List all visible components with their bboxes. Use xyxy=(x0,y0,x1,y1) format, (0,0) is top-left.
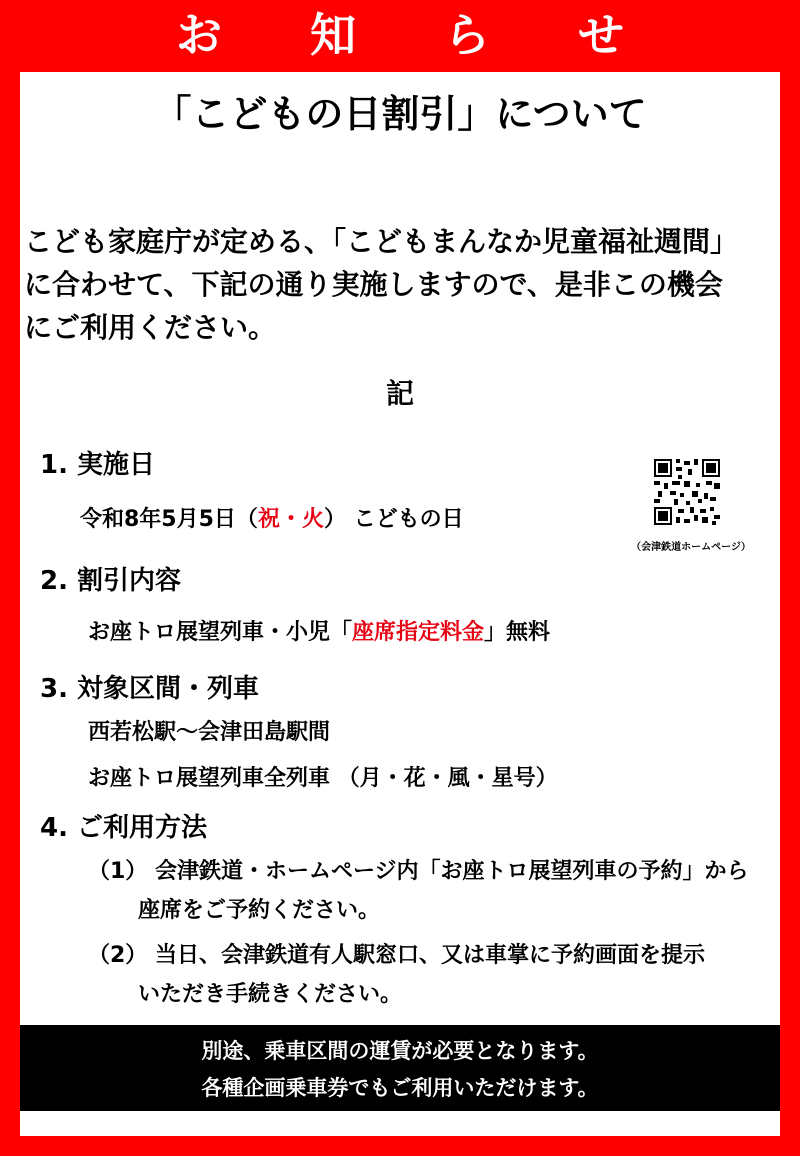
section-4-heading: 4. ご利用方法 xyxy=(40,813,208,843)
date-prefix: 令和8年5月5日（ xyxy=(80,507,258,532)
discount-suffix: 」無料 xyxy=(484,620,551,645)
header-title: お 知 ら せ xyxy=(175,8,661,62)
section-3-line-1: 西若松駅～会津田島駅間 xyxy=(88,720,331,745)
section-2-content xyxy=(88,615,550,646)
intro-paragraph xyxy=(24,220,776,349)
qr-caption: （会津鉄道ホームページ） xyxy=(631,542,751,553)
date-holiday: 祝・火 xyxy=(257,507,324,532)
notice-body xyxy=(20,72,780,1136)
section-3-heading: 3. 対象区間・列車 xyxy=(40,674,260,704)
usage-item-1-line-2: 座席をご予約ください。 xyxy=(138,898,381,923)
section-1-heading: 1. 実施日 xyxy=(40,450,156,480)
ki-heading: 記 xyxy=(385,377,414,410)
discount-item: 座席指定料金 xyxy=(352,620,485,645)
footer-line-1: 別途、乗車区間の運賃が必要となります。 xyxy=(201,1039,599,1063)
usage-item-2-line-1: （2） 当日、会津鉄道有人駅窓口、又は車掌に予約画面を提示 xyxy=(88,943,705,968)
footer-banner xyxy=(20,1025,780,1111)
intro-line: こども家庭庁が定める、「こどもまんなか児童福祉週間」 xyxy=(24,225,739,258)
section-2-heading: 2. 割引内容 xyxy=(40,566,182,596)
notice-subtitle: 「こどもの日割引」について xyxy=(153,92,647,136)
usage-item-2-line-2: いただき手続きください。 xyxy=(138,982,403,1007)
discount-prefix: お座トロ展望列車・小児「 xyxy=(88,620,353,645)
section-3-line-2: お座トロ展望列車全列車 （月・花・風・星号） xyxy=(88,766,558,791)
footer-line-2: 各種企画乗車券でもご利用いただけます。 xyxy=(201,1076,599,1100)
qr-code-icon[interactable] xyxy=(654,459,720,525)
intro-line: にご利用ください。 xyxy=(24,311,277,344)
intro-line: に合わせて、下記の通り実施しますので、是非この機会 xyxy=(24,268,723,301)
usage-item-1-line-1: （1） 会津鉄道・ホームページ内「お座トロ展望列車の予約」から xyxy=(88,859,749,884)
header-banner xyxy=(0,0,800,70)
section-1-date xyxy=(80,502,464,533)
date-suffix: ） こどもの日 xyxy=(323,507,464,532)
